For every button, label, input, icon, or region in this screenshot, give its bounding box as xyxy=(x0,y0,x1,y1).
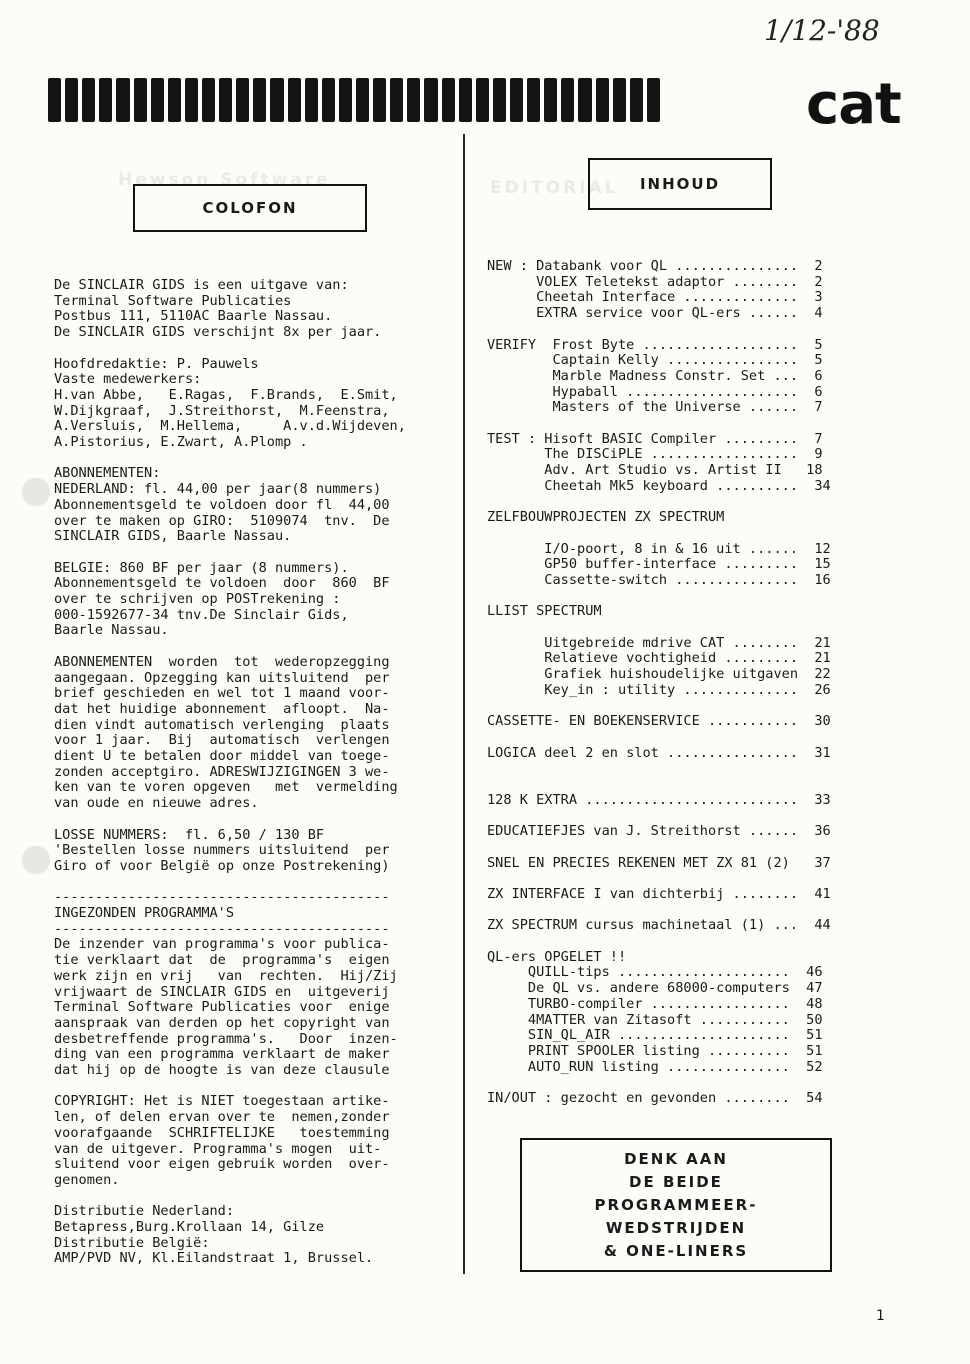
punch-hole-top xyxy=(22,478,50,506)
reminder-line: DENK AAN xyxy=(624,1149,728,1168)
toc-line xyxy=(487,840,831,856)
toc-line: LLIST SPECTRUM xyxy=(487,603,602,620)
colofon-line: Betapress,Burg.Krollaan 14, Gilze xyxy=(54,1219,325,1236)
colofon-line xyxy=(54,812,406,828)
toc-line: TURBO-compiler ................. 48 xyxy=(487,995,823,1012)
colofon-line: Hoofdredaktie: P. Pauwels xyxy=(54,355,259,372)
colofon-line: Baarle Nassau. xyxy=(54,622,169,639)
toc-line xyxy=(487,730,831,746)
colofon-line: Distributie Nederland: xyxy=(54,1203,235,1220)
colofon-line: van oude en nieuwe adres. xyxy=(54,795,259,812)
toc-line: Adv. Art Studio vs. Artist II 18 xyxy=(487,462,823,479)
toc-line xyxy=(487,808,831,824)
toc-line: CASSETTE- EN BOEKENSERVICE ........... 30 xyxy=(487,713,831,730)
toc-line: VOLEX Teletekst adaptor ........ 2 xyxy=(487,273,823,290)
colofon-line xyxy=(54,1079,406,1095)
colofon-line: ding van een programma verklaart de maker xyxy=(54,1046,390,1063)
toc-line xyxy=(487,589,831,605)
toc-line: 128 K EXTRA .......................... 33 xyxy=(487,791,831,808)
colofon-line: ABONNEMENTEN: xyxy=(54,465,161,482)
reminder-line: PROGRAMMEER- xyxy=(594,1195,758,1214)
ghost-heading-right: EDITORIAL xyxy=(490,178,619,198)
toc-line: Cassette-switch ............... 16 xyxy=(487,572,831,588)
colofon-line xyxy=(54,545,406,561)
competition-reminder-box xyxy=(520,1138,832,1272)
reminder-line: DE BEIDE xyxy=(629,1172,723,1191)
colofon-line: dat het huidige abonnement afloopt. Na- xyxy=(54,700,390,717)
colofon-line: ABONNEMENTEN worden tot wederopzegging xyxy=(54,653,390,670)
colofon-line: desbetreffende programma's. Door inzen- xyxy=(54,1030,398,1047)
toc-line xyxy=(487,934,831,950)
colofon-title: COLOFON xyxy=(202,199,298,217)
toc-line: SNEL EN PRECIES REKENEN MET ZX 81 (2) 37 xyxy=(487,854,831,871)
toc-line xyxy=(487,903,831,919)
colofon-line: Vaste medewerkers: xyxy=(54,371,202,388)
colofon-line: A.Versluis, M.Hellema, A.v.d.Wijdeven, xyxy=(54,418,406,435)
toc-line: PRINT SPOOLER listing .......... 51 xyxy=(487,1042,823,1059)
toc-line xyxy=(487,526,831,542)
toc-line: IN/OUT : gezocht en gevonden ........ 54 xyxy=(487,1090,823,1107)
colofon-line: De SINCLAIR GIDS verschijnt 8x per jaar. xyxy=(54,324,382,341)
reminder-line: WEDSTRIJDEN xyxy=(605,1218,747,1237)
colofon-title-box xyxy=(133,184,367,232)
colofon-line xyxy=(54,451,406,467)
colofon-line: 000-1592677-34 tnv.De Sinclair Gids, xyxy=(54,606,349,623)
cat-logo: cat xyxy=(806,72,901,137)
toc-line: AUTO_RUN listing ............... 52 xyxy=(487,1058,823,1075)
toc-line: ZX SPECTRUM cursus machinetaal (1) ... 44 xyxy=(487,917,831,934)
colofon-line: Terminal Software Publicaties xyxy=(54,292,292,309)
toc-line xyxy=(487,871,831,887)
toc-line: I/O-poort, 8 in & 16 uit ...... 12 xyxy=(487,540,831,557)
colofon-line xyxy=(54,639,406,655)
header-stripe-bar xyxy=(48,78,660,122)
colofon-line: INGEZONDEN PROGRAMMA'S xyxy=(54,905,235,922)
toc-line: EXTRA service voor QL-ers ...... 4 xyxy=(487,305,823,322)
handwritten-date: 1/12-'88 xyxy=(764,14,880,47)
colofon-line xyxy=(54,341,406,357)
toc-line xyxy=(487,322,831,338)
toc-line: GP50 buffer-interface ......... 15 xyxy=(487,556,831,573)
colofon-line: werk zijn en vrij van rechten. Hij/Zij xyxy=(54,967,398,984)
page-number: 1 xyxy=(876,1308,885,1324)
colofon-line: AMP/PVD NV, Kl.Eilandstraat 1, Brussel. xyxy=(54,1250,374,1267)
colofon-line: tie verklaart dat de programma's eigen xyxy=(54,952,390,969)
punch-hole-bottom xyxy=(22,846,50,874)
colofon-line: ken van te voren opgeven met vermelding xyxy=(54,779,398,796)
colofon-line: COPYRIGHT: Het is NIET toegestaan artike- xyxy=(54,1093,390,1110)
toc-line: ZX INTERFACE I van dichterbij ........ 41 xyxy=(487,885,831,902)
toc-line xyxy=(487,416,831,432)
toc-line: VERIFY Frost Byte ................... 5 xyxy=(487,336,823,353)
toc-line: Hypaball ..................... 6 xyxy=(487,383,823,400)
toc-line xyxy=(487,495,831,511)
toc-line: Relatieve vochtigheid ......... 21 xyxy=(487,650,831,667)
colofon-line: BELGIE: 860 BF per jaar (8 nummers). xyxy=(54,559,349,576)
toc-line: Captain Kelly ................ 5 xyxy=(487,352,823,369)
toc-line xyxy=(487,761,831,777)
toc-line: Uitgebreide mdrive CAT ........ 21 xyxy=(487,634,831,651)
toc-line: QUILL-tips ..................... 46 xyxy=(487,964,823,981)
table-of-contents xyxy=(487,259,831,1107)
colofon-line: LOSSE NUMMERS: fl. 6,50 / 130 BF xyxy=(54,826,325,843)
colofon-line: Giro of voor België op onze Postrekening) xyxy=(54,857,390,874)
colofon-line: dient U te betalen door middel van toege- xyxy=(54,748,390,765)
toc-line: 4MATTER van Zitasoft ........... 50 xyxy=(487,1011,823,1028)
colofon-line: SINCLAIR GIDS, Baarle Nassau. xyxy=(54,528,292,545)
toc-line: De QL vs. andere 68000-computers 47 xyxy=(487,980,823,997)
colofon-text xyxy=(54,278,406,1267)
colofon-line: vrijwaart de SINCLAIR GIDS en uitgeverij xyxy=(54,983,390,1000)
inhoud-title-box xyxy=(588,158,772,210)
colofon-line: Postbus 111, 5110AC Baarle Nassau. xyxy=(54,308,333,325)
colofon-line: voorafgaande SCHRIFTELIJKE toestemming xyxy=(54,1124,390,1141)
toc-line: Cheetah Interface .............. 3 xyxy=(487,289,823,306)
colofon-line: ----------------------------------------- xyxy=(54,920,390,937)
colofon-line: Terminal Software Publicaties voor enige xyxy=(54,999,390,1016)
toc-line: NEW : Databank voor QL ............... 2 xyxy=(487,258,823,274)
toc-line: QL-ers OPGELET !! xyxy=(487,948,627,965)
colofon-line: De SINCLAIR GIDS is een uitgave van: xyxy=(54,277,349,293)
colofon-line: aanspraak van derden op het copyright van xyxy=(54,1014,390,1031)
toc-line: Marble Madness Constr. Set ... 6 xyxy=(487,367,823,384)
toc-line: EDUCATIEFJES van J. Streithorst ...... 36 xyxy=(487,823,831,840)
toc-line: Cheetah Mk5 keyboard .......... 34 xyxy=(487,477,831,494)
colofon-line xyxy=(54,875,406,891)
toc-line: Key_in : utility .............. 26 xyxy=(487,681,831,698)
colofon-line: brief geschieden en wel tot 1 maand voor- xyxy=(54,685,390,702)
colofon-line: NEDERLAND: fl. 44,00 per jaar(8 nummers) xyxy=(54,481,382,498)
toc-line: Grafiek huishoudelijke uitgaven 22 xyxy=(487,666,831,683)
ghost-heading-left: Hewson Software xyxy=(118,170,331,190)
toc-line xyxy=(487,777,831,793)
colofon-line: Abonnementsgeld te voldoen door fl 44,00 xyxy=(54,496,390,513)
colofon-line: dat hij op de hoogte is van deze clausule xyxy=(54,1062,390,1079)
colofon-line: sluitend voor eigen gebruik worden over- xyxy=(54,1156,390,1173)
toc-line xyxy=(487,699,831,715)
colofon-line: A.Pistorius, E.Zwart, A.Plomp . xyxy=(54,434,308,451)
colofon-line: len, of delen ervan over te nemen,zonder xyxy=(54,1109,390,1126)
toc-line xyxy=(487,1075,831,1091)
colofon-line: 'Bestellen losse nummers uitsluitend per xyxy=(54,842,390,859)
reminder-line: & ONE-LINERS xyxy=(603,1241,749,1260)
colofon-line: dien vindt automatisch verlenging plaats xyxy=(54,716,390,733)
colofon-line: over te schrijven op POSTrekening : xyxy=(54,591,341,608)
toc-line: The DISCiPLE .................. 9 xyxy=(487,446,823,463)
colofon-line: De inzender van programma's voor publica- xyxy=(54,936,390,953)
colofon-line: zonden acceptgiro. ADRESWIJZIGINGEN 3 we- xyxy=(54,763,390,780)
toc-line xyxy=(487,620,831,636)
colofon-line: Distributie België: xyxy=(54,1234,210,1251)
colofon-line xyxy=(54,1189,406,1205)
colofon-line: van de uitgever. Programma's mogen uit- xyxy=(54,1140,382,1157)
toc-line: SIN_QL_AIR ..................... 51 xyxy=(487,1027,823,1044)
column-divider xyxy=(463,134,465,1274)
colofon-line: H.van Abbe, E.Ragas, F.Brands, E.Smit, xyxy=(54,386,398,403)
toc-line: ZELFBOUWPROJECTEN ZX SPECTRUM xyxy=(487,509,725,526)
colofon-line: over te maken op GIRO: 5109074 tnv. De xyxy=(54,512,390,529)
toc-line: Masters of the Universe ...... 7 xyxy=(487,399,823,416)
toc-line: TEST : Hisoft BASIC Compiler ......... 7 xyxy=(487,430,823,447)
colofon-line: aangegaan. Opzegging kan uitsluitend per xyxy=(54,669,390,686)
inhoud-title: INHOUD xyxy=(639,175,721,193)
colofon-line: ----------------------------------------- xyxy=(54,889,390,906)
colofon-line: W.Dijkgraaf, J.Streithorst, M.Feenstra, xyxy=(54,402,390,419)
toc-line: LOGICA deel 2 en slot ................ 31 xyxy=(487,744,831,761)
colofon-line: voor 1 jaar. Bij automatisch verlengen xyxy=(54,732,390,749)
colofon-line: Abonnementsgeld te voldoen door 860 BF xyxy=(54,575,390,592)
colofon-line: genomen. xyxy=(54,1171,120,1188)
